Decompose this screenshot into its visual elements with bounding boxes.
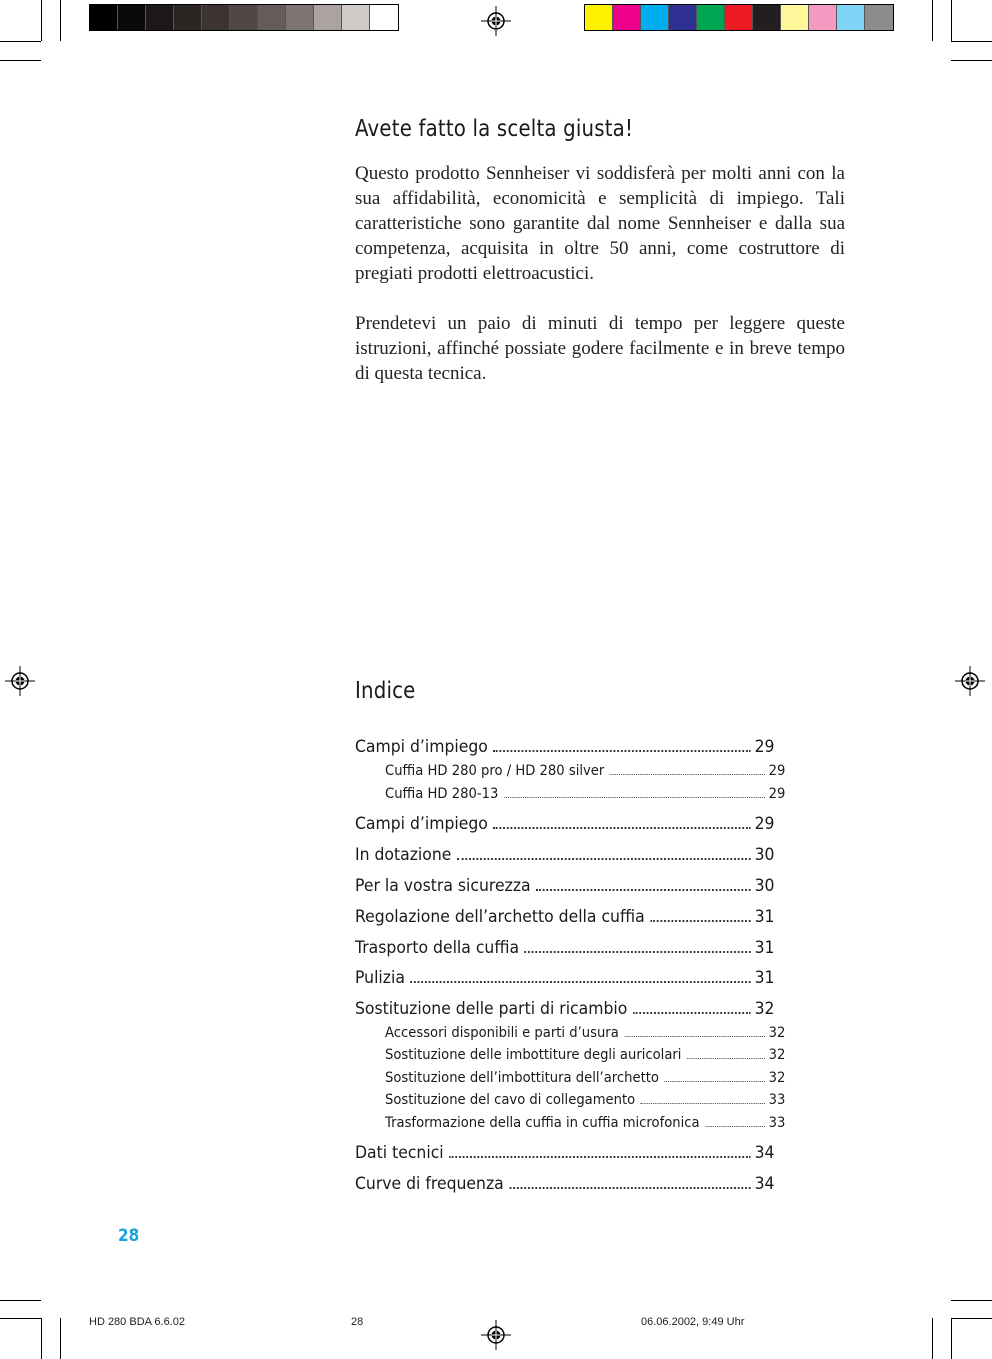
toc-label: Sostituzione delle parti di ricambio — [355, 999, 628, 1019]
toc-entry[interactable] — [355, 737, 775, 757]
registration-mark-icon — [481, 1320, 511, 1350]
toc-entry[interactable] — [355, 1143, 775, 1163]
toc-label: Curve di frequenza — [355, 1174, 504, 1194]
grey-scale-bar — [89, 4, 399, 31]
color-swatch — [809, 5, 837, 30]
toc-subentry[interactable] — [385, 1092, 785, 1108]
color-swatch — [781, 5, 809, 30]
toc-page: 29 — [754, 814, 775, 834]
color-swatch — [90, 5, 118, 30]
color-swatch — [286, 5, 314, 30]
color-swatch — [146, 5, 174, 30]
toc-page: 31 — [754, 968, 775, 988]
toc-page: 32 — [768, 1070, 786, 1086]
color-swatch — [865, 5, 893, 30]
toc-page: 33 — [768, 1092, 786, 1108]
dot-leader — [687, 1058, 765, 1059]
toc-subentry[interactable] — [385, 786, 785, 802]
dot-leader — [650, 920, 751, 922]
color-swatch — [342, 5, 370, 30]
toc-label: Campi d’impiego — [355, 737, 488, 757]
toc-label: Sostituzione del cavo di collegamento — [385, 1092, 636, 1108]
registration-mark-icon — [5, 666, 35, 696]
dot-leader — [624, 1036, 764, 1037]
color-swatch — [230, 5, 258, 30]
toc-label: In dotazione — [355, 845, 452, 865]
toc-subentry[interactable] — [385, 1047, 785, 1063]
toc-label: Accessori disponibili e parti d’usura — [385, 1025, 619, 1041]
toc-label: Sostituzione delle imbottiture degli auricolari — [385, 1047, 682, 1063]
toc-page: 34 — [754, 1174, 775, 1194]
toc-subentry[interactable] — [385, 1115, 785, 1131]
toc-page: 33 — [768, 1115, 786, 1131]
color-swatch — [641, 5, 669, 30]
dot-leader — [504, 797, 765, 798]
toc-label: Per la vostra sicurezza — [355, 876, 531, 896]
toc-entry[interactable] — [355, 876, 775, 896]
color-swatch — [314, 5, 342, 30]
toc-page: 34 — [754, 1143, 775, 1163]
color-swatch — [613, 5, 641, 30]
toc-entry[interactable] — [355, 938, 775, 958]
color-swatch — [697, 5, 725, 30]
dot-leader — [633, 1012, 751, 1014]
intro-paragraph-1: Questo prodotto Sennheiser vi soddisferà per molti anni con la sua affidabilità, economicità e semplicità di impiego. Tali caratteristiche sono garantite dal nome Sennheiser e dalla sua competenza, acquisita in oltre 50 anni, come costruttore di pregiati prodotti elettroacustici. — [355, 163, 845, 284]
color-swatch — [258, 5, 286, 30]
dot-leader — [410, 981, 751, 983]
color-swatch — [585, 5, 613, 30]
color-swatch — [370, 5, 398, 30]
toc-page: 29 — [768, 763, 786, 779]
dot-leader — [665, 1081, 765, 1082]
toc-label: Pulizia — [355, 968, 405, 988]
toc-page: 31 — [754, 907, 775, 927]
color-swatch — [669, 5, 697, 30]
toc-title: Indice — [355, 678, 416, 704]
color-swatch — [118, 5, 146, 30]
color-swatch — [753, 5, 781, 30]
dot-leader — [525, 951, 751, 953]
toc-label: Regolazione dell’archetto della cuffia — [355, 907, 645, 927]
slug-file: HD 280 BDA 6.6.02 — [89, 1316, 186, 1328]
intro-paragraph-2: Prendetevi un paio di minuti di tempo per leggere queste istruzioni, affinché possiate godere facilmente e in breve tempo di questa tecnica. — [355, 313, 845, 384]
dot-leader — [509, 1187, 751, 1189]
intro-title: Avete fatto la scelta giusta! — [355, 116, 634, 142]
toc-entry[interactable] — [355, 907, 775, 927]
color-swatch — [725, 5, 753, 30]
registration-mark-icon — [955, 666, 985, 696]
color-swatch — [174, 5, 202, 30]
toc-label: Trasformazione della cuffia in cuffia microfonica — [385, 1115, 700, 1131]
dot-leader — [493, 750, 751, 752]
registration-mark-icon — [481, 6, 511, 36]
toc-page: 30 — [754, 845, 775, 865]
toc-page: 29 — [768, 786, 786, 802]
dot-leader — [449, 1156, 751, 1158]
toc-subentry[interactable] — [385, 763, 785, 779]
slug-page: 28 — [351, 1316, 364, 1328]
slug-datetime: 06.06.2002, 9:49 Uhr — [641, 1316, 745, 1328]
toc-page: 32 — [768, 1047, 786, 1063]
toc-label: Trasporto della cuffia — [355, 938, 520, 958]
toc-page: 31 — [754, 938, 775, 958]
toc-subentry[interactable] — [385, 1025, 785, 1041]
toc-label: Cuffia HD 280 pro / HD 280 silver — [385, 763, 605, 779]
toc-entry[interactable] — [355, 968, 775, 988]
dot-leader — [493, 827, 751, 829]
toc-entry[interactable] — [355, 814, 775, 834]
toc-page: 30 — [754, 876, 775, 896]
dot-leader — [610, 774, 765, 775]
dot-leader — [705, 1126, 765, 1127]
dot-leader — [457, 858, 751, 860]
toc-label: Dati tecnici — [355, 1143, 444, 1163]
toc-entry[interactable] — [355, 1174, 775, 1194]
toc-page: 29 — [754, 737, 775, 757]
toc-entry[interactable] — [355, 999, 775, 1019]
dot-leader — [536, 889, 751, 891]
toc-page: 32 — [754, 999, 775, 1019]
dot-leader — [641, 1103, 765, 1104]
color-scale-bar — [584, 4, 894, 31]
toc-label: Sostituzione dell’imbottitura dell’archetto — [385, 1070, 659, 1086]
toc-page: 32 — [768, 1025, 786, 1041]
color-swatch — [202, 5, 230, 30]
toc-label: Campi d’impiego — [355, 814, 488, 834]
toc-label: Cuffia HD 280-13 — [385, 786, 499, 802]
toc-entry[interactable] — [355, 845, 775, 865]
color-swatch — [837, 5, 865, 30]
page-number: 28 — [118, 1226, 140, 1246]
toc-subentry[interactable] — [385, 1070, 785, 1086]
